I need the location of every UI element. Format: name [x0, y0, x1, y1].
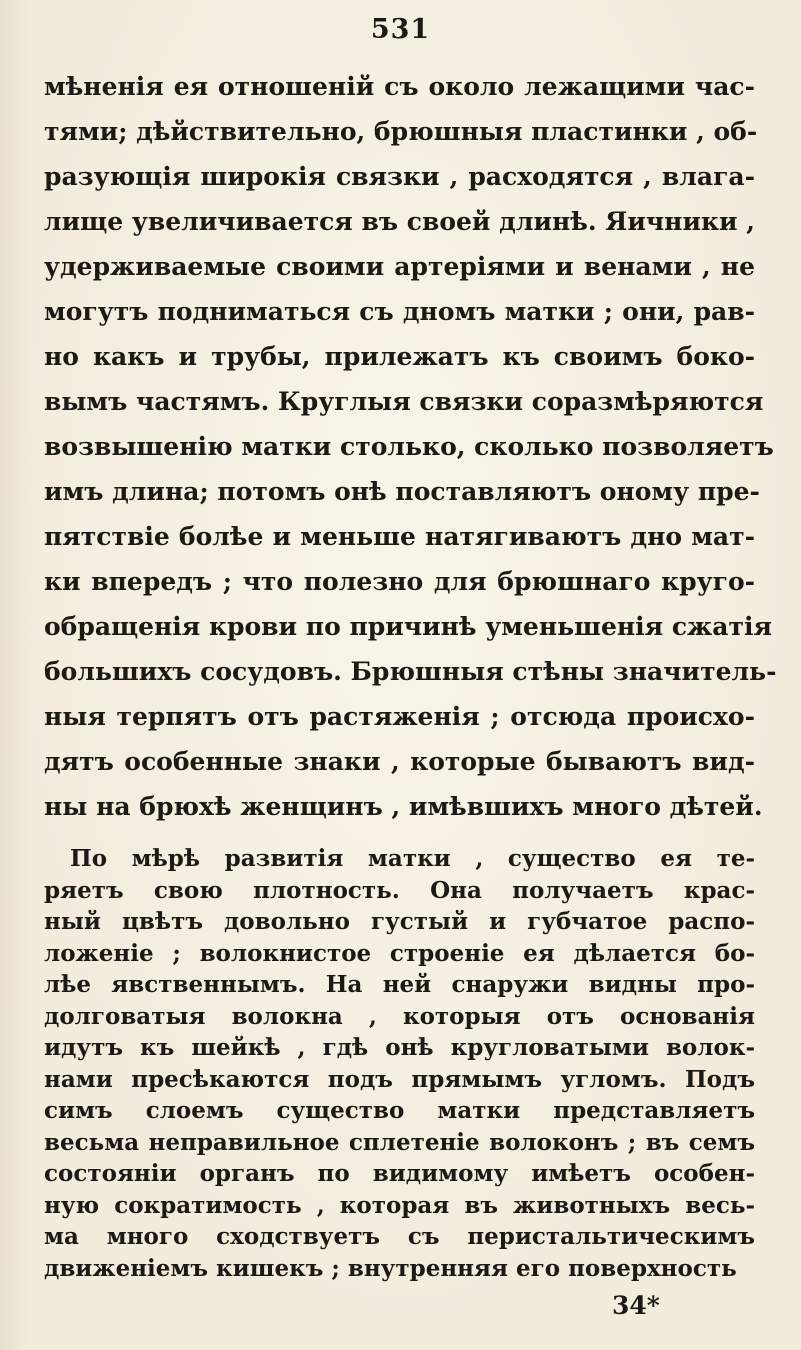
text-line: но какъ и трубы, прилежатъ къ своимъ боко- [44, 342, 755, 371]
text-line: ны на брюхѣ женщинъ , имѣвшихъ много дѣтей. [44, 792, 763, 821]
text-line: лѣе явственнымъ. На ней снаружи видны про- [44, 971, 755, 998]
text-line: движеніемъ кишекъ ; внутренняя его поверхность [44, 1254, 737, 1282]
text-line: пятствіе болѣе и меньше натягиваютъ дно мат- [44, 522, 755, 551]
text-line: дятъ особенные знаки , которые бываютъ вид- [44, 747, 755, 776]
text-line: состояніи органъ по видимому имѣетъ особен- [44, 1160, 755, 1187]
text-line: ма много сходствуетъ съ перистальтическимъ [44, 1223, 755, 1250]
text-line: ный цвѣтъ довольно густый и губчатое распо- [44, 908, 755, 935]
text-line: симъ слоемъ существо матки представляетъ [44, 1097, 755, 1124]
text-line: ложеніе ; волокнистое строеніе ея дѣлается бо- [44, 939, 755, 967]
text-line: ки впередъ ; что полезно для брюшнаго круго- [44, 567, 755, 596]
text-line: весьма неправильное сплетеніе волоконъ ; въ семъ [44, 1128, 755, 1156]
text-line: обращенія крови по причинѣ уменьшенія сжатія [44, 612, 772, 641]
text-line: удерживаемые своими артеріями и венами , не [44, 252, 755, 281]
text-line: лище увеличивается въ своей длинѣ. Яичники , [44, 207, 755, 236]
text-line: ныя терпятъ отъ растяженія ; отсюда происхо- [44, 702, 755, 731]
text-line: мѣненія ея отношеній съ около лежащими час- [44, 72, 755, 101]
text-line: возвышенію матки столько, сколько позволяетъ [44, 432, 774, 461]
text-line: имъ длина; потомъ онѣ поставляютъ оному пре- [44, 477, 760, 506]
text-line: нами пресѣкаются подъ прямымъ угломъ. Подъ [44, 1065, 755, 1093]
signature-mark: 34* [612, 1291, 660, 1320]
text-line: ную сократимость , которая въ животныхъ весь- [44, 1191, 755, 1219]
text-line: тями; дѣйствительно, брюшныя пластинки , об- [44, 117, 758, 146]
text-line: По мѣрѣ развитія матки , существо ея те- [70, 845, 755, 872]
text-line: ряетъ свою плотность. Она получаетъ крас- [44, 876, 755, 904]
text-line: вымъ частямъ. Круглыя связки соразмѣряются [44, 387, 764, 416]
text-line: разующія широкія связки , расходятся , влага- [44, 162, 755, 191]
text-line: долговатыя волокна , которыя отъ основанія [44, 1002, 755, 1030]
text-line: могутъ подниматься съ дномъ матки ; они, рав- [44, 297, 755, 326]
page-number: 531 [370, 14, 431, 45]
text-line: большихъ сосудовъ. Брюшныя стѣны значитель- [44, 657, 777, 686]
text-line: идутъ къ шейкѣ , гдѣ онѣ кругловатыми волок- [44, 1034, 755, 1061]
